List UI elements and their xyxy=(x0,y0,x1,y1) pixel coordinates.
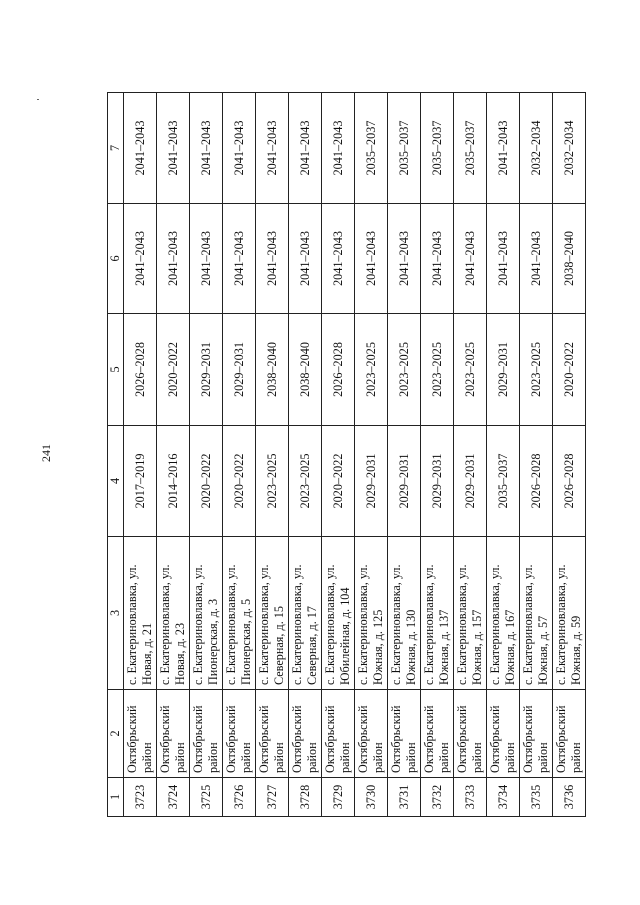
cell-district: Октябрьский район xyxy=(223,690,256,778)
cell-row-number: 3724 xyxy=(157,778,190,817)
cell-address: с. Екатериновлавка, ул. Новая, д. 23 xyxy=(157,537,190,690)
table-row xyxy=(190,93,223,817)
table-row xyxy=(289,93,322,817)
cell-period-4: 2026–2028 xyxy=(553,426,586,537)
cell-period-6: 2041–2043 xyxy=(289,204,322,314)
cell-row-number: 3735 xyxy=(520,778,553,817)
col-header: 3 xyxy=(108,537,124,690)
table-row xyxy=(487,93,520,817)
col-header: 7 xyxy=(108,93,124,204)
cell-address: с. Екатериновлавка, ул. Южная, д. 125 xyxy=(355,537,388,690)
cell-period-4: 2017–2019 xyxy=(124,426,157,537)
cell-district: Октябрьский район xyxy=(289,690,322,778)
cell-period-7: 2035–2037 xyxy=(355,93,388,204)
cell-period-4: 2020–2022 xyxy=(190,426,223,537)
table-container xyxy=(107,93,583,817)
cell-row-number: 3736 xyxy=(553,778,586,817)
cell-period-6: 2041–2043 xyxy=(223,204,256,314)
buildings-table xyxy=(107,92,586,817)
cell-row-number: 3731 xyxy=(388,778,421,817)
page-number: 241 xyxy=(39,444,53,462)
cell-period-5: 2023–2025 xyxy=(520,314,553,426)
cell-address: с. Екатериновлавка, ул. Южная, д. 59 xyxy=(553,537,586,690)
cell-row-number: 3730 xyxy=(355,778,388,817)
cell-address: с. Екатериновлавка, ул. Южная, д. 57 xyxy=(520,537,553,690)
cell-period-4: 2023–2025 xyxy=(256,426,289,537)
cell-period-6: 2041–2043 xyxy=(190,204,223,314)
cell-period-5: 2023–2025 xyxy=(421,314,454,426)
cell-period-5: 2038–2040 xyxy=(256,314,289,426)
cell-period-5: 2020–2022 xyxy=(157,314,190,426)
cell-address: с. Екатериновлавка, ул. Южная, д. 167 xyxy=(487,537,520,690)
cell-period-7: 2041–2043 xyxy=(124,93,157,204)
cell-period-5: 2026–2028 xyxy=(322,314,355,426)
cell-row-number: 3725 xyxy=(190,778,223,817)
cell-period-6: 2041–2043 xyxy=(421,204,454,314)
cell-address: с. Екатериновлавка, ул. Пионерская, д. 5 xyxy=(223,537,256,690)
cell-period-5: 2023–2025 xyxy=(454,314,487,426)
table-row xyxy=(355,93,388,817)
table-header-row xyxy=(108,93,124,817)
table-row xyxy=(388,93,421,817)
cell-period-6: 2041–2043 xyxy=(124,204,157,314)
table-row xyxy=(322,93,355,817)
cell-period-4: 2026–2028 xyxy=(520,426,553,537)
cell-district: Октябрьский район xyxy=(256,690,289,778)
cell-district: Октябрьский район xyxy=(454,690,487,778)
cell-row-number: 3729 xyxy=(322,778,355,817)
col-header: 2 xyxy=(108,690,124,778)
cell-period-6: 2041–2043 xyxy=(157,204,190,314)
table-row xyxy=(520,93,553,817)
cell-row-number: 3732 xyxy=(421,778,454,817)
table-row xyxy=(223,93,256,817)
cell-period-6: 2041–2043 xyxy=(256,204,289,314)
cell-period-7: 2041–2043 xyxy=(157,93,190,204)
cell-period-7: 2035–2037 xyxy=(388,93,421,204)
cell-period-6: 2038–2040 xyxy=(553,204,586,314)
cell-period-5: 2026–2028 xyxy=(124,314,157,426)
cell-period-5: 2020–2022 xyxy=(553,314,586,426)
cell-period-4: 2029–2031 xyxy=(355,426,388,537)
cell-period-6: 2041–2043 xyxy=(487,204,520,314)
cell-period-4: 2020–2022 xyxy=(322,426,355,537)
cell-district: Октябрьский район xyxy=(157,690,190,778)
cell-address: с. Екатериновлавка, ул. Южная, д. 137 xyxy=(421,537,454,690)
cell-address: с. Екатериновлавка, ул. Новая, д. 21 xyxy=(124,537,157,690)
col-header: 5 xyxy=(108,314,124,426)
cell-period-6: 2041–2043 xyxy=(355,204,388,314)
table-row xyxy=(454,93,487,817)
cell-district: Октябрьский район xyxy=(421,690,454,778)
cell-period-7: 2041–2043 xyxy=(322,93,355,204)
cell-period-7: 2041–2043 xyxy=(487,93,520,204)
table-row xyxy=(421,93,454,817)
table-row xyxy=(256,93,289,817)
cell-period-7: 2032–2034 xyxy=(520,93,553,204)
cell-period-5: 2023–2025 xyxy=(388,314,421,426)
cell-period-7: 2035–2037 xyxy=(454,93,487,204)
cell-period-5: 2029–2031 xyxy=(487,314,520,426)
table-row xyxy=(553,93,586,817)
cell-district: Октябрьский район xyxy=(190,690,223,778)
cell-address: с. Екатериновлавка, ул. Южная, д. 157 xyxy=(454,537,487,690)
cell-period-7: 2041–2043 xyxy=(256,93,289,204)
cell-period-4: 2023–2025 xyxy=(289,426,322,537)
cell-address: с. Екатериновлавка, ул. Северная, д. 15 xyxy=(256,537,289,690)
cell-period-5: 2029–2031 xyxy=(223,314,256,426)
cell-address: с. Екатериновлавка, ул. Южная, д. 130 xyxy=(388,537,421,690)
cell-row-number: 3728 xyxy=(289,778,322,817)
table-row xyxy=(157,93,190,817)
cell-address: с. Екатериновлавка, ул. Пионерская, д. 3 xyxy=(190,537,223,690)
cell-row-number: 3734 xyxy=(487,778,520,817)
cell-row-number: 3733 xyxy=(454,778,487,817)
cell-address: с. Екатериновлавка, ул. Северная, д. 17 xyxy=(289,537,322,690)
col-header: 4 xyxy=(108,426,124,537)
col-header: 6 xyxy=(108,204,124,314)
scan-speck xyxy=(37,99,39,100)
cell-period-7: 2041–2043 xyxy=(289,93,322,204)
cell-period-6: 2041–2043 xyxy=(454,204,487,314)
table-row xyxy=(124,93,157,817)
table-body xyxy=(108,93,586,817)
cell-period-6: 2041–2043 xyxy=(322,204,355,314)
cell-district: Октябрьский район xyxy=(553,690,586,778)
cell-row-number: 3726 xyxy=(223,778,256,817)
cell-period-6: 2041–2043 xyxy=(520,204,553,314)
cell-district: Октябрьский район xyxy=(322,690,355,778)
cell-district: Октябрьский район xyxy=(388,690,421,778)
cell-period-7: 2035–2037 xyxy=(421,93,454,204)
cell-period-5: 2029–2031 xyxy=(190,314,223,426)
cell-address: с. Екатериновлавка, ул. Юбилейная, д. 104 xyxy=(322,537,355,690)
cell-period-4: 2029–2031 xyxy=(454,426,487,537)
cell-period-6: 2041–2043 xyxy=(388,204,421,314)
cell-period-4: 2029–2031 xyxy=(388,426,421,537)
cell-period-7: 2041–2043 xyxy=(190,93,223,204)
col-header: 1 xyxy=(108,778,124,817)
cell-period-4: 2035–2037 xyxy=(487,426,520,537)
cell-period-5: 2038–2040 xyxy=(289,314,322,426)
cell-period-4: 2020–2022 xyxy=(223,426,256,537)
rotated-table-frame xyxy=(107,93,583,817)
cell-period-7: 2041–2043 xyxy=(223,93,256,204)
cell-period-5: 2023–2025 xyxy=(355,314,388,426)
cell-period-4: 2014–2016 xyxy=(157,426,190,537)
cell-district: Октябрьский район xyxy=(487,690,520,778)
cell-period-7: 2032–2034 xyxy=(553,93,586,204)
cell-period-4: 2029–2031 xyxy=(421,426,454,537)
cell-row-number: 3727 xyxy=(256,778,289,817)
cell-district: Октябрьский район xyxy=(355,690,388,778)
cell-district: Октябрьский район xyxy=(124,690,157,778)
cell-row-number: 3723 xyxy=(124,778,157,817)
cell-district: Октябрьский район xyxy=(520,690,553,778)
